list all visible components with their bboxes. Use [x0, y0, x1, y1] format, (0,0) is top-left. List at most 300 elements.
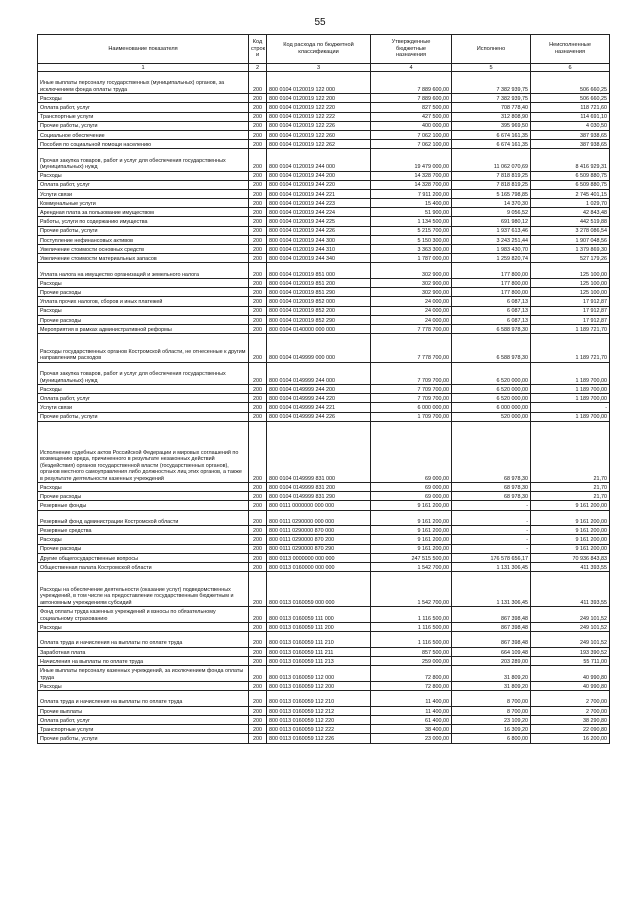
- row-executed: 395 969,50: [452, 121, 531, 130]
- table-row: [38, 553, 610, 562]
- row-budget-code: 800 0113 0160059 112 000: [267, 666, 371, 682]
- row-executed: 31 809,20: [452, 666, 531, 682]
- row-name: Увеличение стоимости основных средств: [38, 245, 249, 254]
- row-name: Работы, услуги по содержанию имущества: [38, 217, 249, 226]
- row-unexecuted: 387 938,65: [531, 140, 610, 149]
- row-executed: 6 588 978,30: [452, 334, 531, 363]
- row-line-code: 200: [249, 199, 267, 208]
- row-name: Иные выплаты персоналу государственных (муниципальных) органов, за исключением фонда оплаты труда: [38, 72, 249, 94]
- row-name: Социальное обеспечение: [38, 130, 249, 139]
- row-unexecuted: 2 745 401,15: [531, 189, 610, 198]
- row-unexecuted: 9 161 200,00: [531, 544, 610, 553]
- row-name: Арендная плата за пользование имуществом: [38, 208, 249, 217]
- row-name: Услуги связи: [38, 189, 249, 198]
- row-executed: -: [452, 526, 531, 535]
- table-row: [38, 657, 610, 666]
- row-budget-code: 800 0104 0120019 244 340: [267, 254, 371, 263]
- row-executed: 867 398,48: [452, 632, 531, 648]
- table-row: [38, 130, 610, 139]
- row-executed: 16 309,20: [452, 725, 531, 734]
- row-approved: 14 328 700,00: [371, 180, 452, 189]
- row-line-code: 200: [249, 716, 267, 725]
- row-line-code: 200: [249, 682, 267, 691]
- row-approved: 7 709 700,00: [371, 394, 452, 403]
- row-line-code: 200: [249, 421, 267, 482]
- row-budget-code: 800 0104 0120019 244 310: [267, 245, 371, 254]
- row-name: Оплата работ, услуг: [38, 103, 249, 112]
- row-unexecuted: 1 189 721,70: [531, 325, 610, 334]
- row-executed: 6 520 000,00: [452, 385, 531, 394]
- row-approved: 69 000,00: [371, 421, 452, 482]
- row-budget-code: 800 0104 0120019 122 220: [267, 103, 371, 112]
- row-budget-code: 800 0104 0120019 122 000: [267, 72, 371, 94]
- row-unexecuted: 16 200,00: [531, 734, 610, 743]
- row-budget-code: 800 0113 0000000 000 000: [267, 553, 371, 562]
- row-unexecuted: -: [531, 403, 610, 412]
- row-line-code: 200: [249, 208, 267, 217]
- row-executed: 8 700,00: [452, 691, 531, 707]
- header-line-code: Код строк и: [249, 35, 267, 64]
- row-line-code: 200: [249, 325, 267, 334]
- row-line-code: 200: [249, 535, 267, 544]
- table-row: [38, 180, 610, 189]
- row-approved: 9 161 200,00: [371, 510, 452, 526]
- row-budget-code: 800 0104 0149999 244 200: [267, 385, 371, 394]
- row-approved: 24 000,00: [371, 306, 452, 315]
- table-row: [38, 572, 610, 607]
- row-unexecuted: 40 990,80: [531, 682, 610, 691]
- row-line-code: 200: [249, 572, 267, 607]
- row-line-code: 200: [249, 245, 267, 254]
- row-budget-code: 800 0113 0160059 111 211: [267, 647, 371, 656]
- row-unexecuted: 70 936 843,83: [531, 553, 610, 562]
- row-budget-code: 800 0104 0120019 851 290: [267, 288, 371, 297]
- row-line-code: 200: [249, 334, 267, 363]
- table-row: [38, 734, 610, 743]
- row-approved: 11 400,00: [371, 706, 452, 715]
- row-approved: 7 778 700,00: [371, 334, 452, 363]
- row-budget-code: 800 0113 0160059 112 210: [267, 691, 371, 707]
- row-unexecuted: 114 691,10: [531, 112, 610, 121]
- row-budget-code: 800 0104 0120019 244 221: [267, 189, 371, 198]
- row-line-code: 200: [249, 734, 267, 743]
- row-name: Прочие работы, услуги: [38, 121, 249, 130]
- row-name: Услуги связи: [38, 403, 249, 412]
- row-approved: 247 515 500,00: [371, 553, 452, 562]
- table-row: [38, 394, 610, 403]
- row-approved: 5 150 300,00: [371, 235, 452, 244]
- row-line-code: 200: [249, 412, 267, 421]
- row-name: Прочие выплаты: [38, 706, 249, 715]
- table-row: [38, 716, 610, 725]
- row-name: Мероприятия в рамках административной реформы: [38, 325, 249, 334]
- row-executed: 867 398,48: [452, 607, 531, 623]
- header-budget-code: Код расхода по бюджетной классификации: [267, 35, 371, 64]
- table-row: [38, 140, 610, 149]
- row-executed: 5 165 798,85: [452, 189, 531, 198]
- column-number: 5: [452, 64, 531, 72]
- row-approved: 7 062 100,00: [371, 140, 452, 149]
- budget-execution-table: [37, 34, 610, 744]
- row-line-code: 200: [249, 362, 267, 384]
- row-budget-code: 800 0113 0160059 112 200: [267, 682, 371, 691]
- row-line-code: 200: [249, 130, 267, 139]
- row-budget-code: 800 0104 0120019 122 200: [267, 94, 371, 103]
- row-name: Уплата налога на имущество организаций и земельного налога: [38, 263, 249, 279]
- column-number: 6: [531, 64, 610, 72]
- row-budget-code: 800 0104 0149999 000 000: [267, 334, 371, 363]
- row-line-code: 200: [249, 72, 267, 94]
- row-unexecuted: 9 161 200,00: [531, 526, 610, 535]
- row-unexecuted: 387 938,65: [531, 130, 610, 139]
- row-line-code: 200: [249, 394, 267, 403]
- row-line-code: 200: [249, 483, 267, 492]
- table-row: [38, 691, 610, 707]
- row-executed: 7 818 819,25: [452, 180, 531, 189]
- row-unexecuted: 55 711,00: [531, 657, 610, 666]
- table-row: [38, 362, 610, 384]
- row-approved: 7 911 200,00: [371, 189, 452, 198]
- row-line-code: 200: [249, 632, 267, 648]
- table-row: [38, 325, 610, 334]
- row-unexecuted: 6 509 880,75: [531, 180, 610, 189]
- row-executed: 6 588 978,30: [452, 325, 531, 334]
- row-executed: 6 520 000,00: [452, 394, 531, 403]
- row-budget-code: 800 0104 0140000 000 000: [267, 325, 371, 334]
- row-name: Прочие работы, услуги: [38, 734, 249, 743]
- table-row: [38, 226, 610, 235]
- row-executed: 1 131 306,45: [452, 563, 531, 572]
- row-unexecuted: 9 161 200,00: [531, 510, 610, 526]
- row-budget-code: 800 0113 0160059 111 210: [267, 632, 371, 648]
- row-executed: 177 800,00: [452, 279, 531, 288]
- table-row: [38, 682, 610, 691]
- row-budget-code: 800 0113 0160059 112 222: [267, 725, 371, 734]
- row-unexecuted: 40 990,80: [531, 666, 610, 682]
- row-budget-code: 800 0104 0149999 244 226: [267, 412, 371, 421]
- row-unexecuted: 1 029,70: [531, 199, 610, 208]
- row-unexecuted: 125 100,00: [531, 263, 610, 279]
- row-executed: 6 674 161,35: [452, 140, 531, 149]
- row-executed: 6 087,13: [452, 297, 531, 306]
- row-unexecuted: 6 509 880,75: [531, 171, 610, 180]
- table-row: [38, 199, 610, 208]
- row-executed: -: [452, 510, 531, 526]
- row-executed: 7 382 939,75: [452, 72, 531, 94]
- table-row: [38, 706, 610, 715]
- row-unexecuted: 1 189 700,00: [531, 412, 610, 421]
- row-unexecuted: 125 100,00: [531, 279, 610, 288]
- row-line-code: 200: [249, 544, 267, 553]
- row-unexecuted: 2 700,00: [531, 706, 610, 715]
- row-name: Фонд оплаты труда казенных учреждений и взносы по обязательному социальному страхованию: [38, 607, 249, 623]
- row-unexecuted: 21,70: [531, 483, 610, 492]
- table-row: [38, 121, 610, 130]
- row-line-code: 200: [249, 691, 267, 707]
- row-name: Оплата работ, услуг: [38, 716, 249, 725]
- table-row: [38, 297, 610, 306]
- row-unexecuted: 4 030,50: [531, 121, 610, 130]
- table-row: [38, 492, 610, 501]
- row-approved: 7 709 700,00: [371, 385, 452, 394]
- row-executed: 14 370,30: [452, 199, 531, 208]
- row-line-code: 200: [249, 725, 267, 734]
- row-name: Расходы: [38, 279, 249, 288]
- row-line-code: 200: [249, 315, 267, 324]
- row-unexecuted: 1 379 869,30: [531, 245, 610, 254]
- row-name: Расходы: [38, 483, 249, 492]
- row-approved: 19 479 000,00: [371, 149, 452, 171]
- table-row: [38, 235, 610, 244]
- row-approved: 1 542 700,00: [371, 572, 452, 607]
- row-line-code: 200: [249, 226, 267, 235]
- row-unexecuted: 9 161 200,00: [531, 535, 610, 544]
- row-line-code: 200: [249, 94, 267, 103]
- row-approved: 9 161 200,00: [371, 526, 452, 535]
- row-unexecuted: 21,70: [531, 421, 610, 482]
- row-unexecuted: 8 416 929,31: [531, 149, 610, 171]
- row-approved: 1 787 000,00: [371, 254, 452, 263]
- row-name: Резервные средства: [38, 526, 249, 535]
- table-row: [38, 412, 610, 421]
- row-line-code: 200: [249, 103, 267, 112]
- row-approved: 259 000,00: [371, 657, 452, 666]
- row-executed: 11 062 070,69: [452, 149, 531, 171]
- row-budget-code: 800 0113 0160059 111 213: [267, 657, 371, 666]
- row-line-code: 200: [249, 647, 267, 656]
- row-unexecuted: 249 101,52: [531, 607, 610, 623]
- row-executed: 6 000 000,00: [452, 403, 531, 412]
- row-approved: 1 134 500,00: [371, 217, 452, 226]
- row-executed: 6 800,00: [452, 734, 531, 743]
- table-row: [38, 510, 610, 526]
- row-unexecuted: 442 519,88: [531, 217, 610, 226]
- row-budget-code: 800 0111 0290000 870 290: [267, 544, 371, 553]
- row-budget-code: 800 0104 0120019 122 222: [267, 112, 371, 121]
- row-unexecuted: 1 907 048,56: [531, 235, 610, 244]
- row-name: Расходы: [38, 306, 249, 315]
- table-row: [38, 288, 610, 297]
- row-budget-code: 800 0113 0160059 000 000: [267, 572, 371, 607]
- row-approved: 11 400,00: [371, 691, 452, 707]
- row-approved: 7 778 700,00: [371, 325, 452, 334]
- row-line-code: 200: [249, 288, 267, 297]
- row-line-code: 200: [249, 706, 267, 715]
- row-line-code: 200: [249, 403, 267, 412]
- row-name: Иные выплаты персоналу казенных учреждений, за исключением фонда оплаты труда: [38, 666, 249, 682]
- table-row: [38, 306, 610, 315]
- row-line-code: 200: [249, 180, 267, 189]
- row-approved: 14 328 700,00: [371, 171, 452, 180]
- row-executed: 312 808,90: [452, 112, 531, 121]
- table-row: [38, 171, 610, 180]
- table-row: [38, 94, 610, 103]
- row-line-code: 200: [249, 657, 267, 666]
- column-number: 2: [249, 64, 267, 72]
- table-row: [38, 666, 610, 682]
- row-executed: 9 056,52: [452, 208, 531, 217]
- row-unexecuted: 193 390,52: [531, 647, 610, 656]
- table-row: [38, 623, 610, 632]
- row-name: Расходы: [38, 94, 249, 103]
- row-name: Прочие расходы: [38, 544, 249, 553]
- table-row: [38, 535, 610, 544]
- row-name: Прочие расходы: [38, 288, 249, 297]
- row-name: Начисления на выплаты по оплате труда: [38, 657, 249, 666]
- header-name: Наименование показателя: [38, 35, 249, 64]
- table-row: [38, 72, 610, 94]
- row-name: Коммунальные услуги: [38, 199, 249, 208]
- row-executed: 177 800,00: [452, 263, 531, 279]
- row-approved: 5 215 700,00: [371, 226, 452, 235]
- row-line-code: 200: [249, 263, 267, 279]
- row-name: Оплата труда и начисления на выплаты по оплате труда: [38, 632, 249, 648]
- row-approved: 7 889 600,00: [371, 72, 452, 94]
- row-executed: 8 700,00: [452, 706, 531, 715]
- row-budget-code: 800 0104 0120019 244 220: [267, 180, 371, 189]
- row-line-code: 200: [249, 510, 267, 526]
- row-approved: 7 062 100,00: [371, 130, 452, 139]
- row-budget-code: 800 0104 0149999 244 221: [267, 403, 371, 412]
- row-name: Транспортные услуги: [38, 112, 249, 121]
- column-number: 4: [371, 64, 452, 72]
- row-budget-code: 800 0104 0120019 852 200: [267, 306, 371, 315]
- row-name: Прочая закупка товаров, работ и услуг для обеспечения государственных (муниципальных) нужд: [38, 362, 249, 384]
- row-executed: 6 087,13: [452, 306, 531, 315]
- row-executed: 691 980,12: [452, 217, 531, 226]
- row-approved: 69 000,00: [371, 492, 452, 501]
- row-approved: 72 800,00: [371, 666, 452, 682]
- row-line-code: 200: [249, 553, 267, 562]
- row-line-code: 200: [249, 501, 267, 510]
- row-name: Расходы: [38, 682, 249, 691]
- row-budget-code: 800 0104 0120019 244 223: [267, 199, 371, 208]
- row-line-code: 200: [249, 217, 267, 226]
- row-unexecuted: 1 189 700,00: [531, 362, 610, 384]
- row-unexecuted: 411 393,55: [531, 563, 610, 572]
- row-name: Прочие работы, услуги: [38, 226, 249, 235]
- row-executed: -: [452, 535, 531, 544]
- row-executed: 664 109,48: [452, 647, 531, 656]
- row-approved: 24 000,00: [371, 315, 452, 324]
- row-executed: 203 289,00: [452, 657, 531, 666]
- row-executed: 1 259 820,74: [452, 254, 531, 263]
- row-unexecuted: 1 189 700,00: [531, 385, 610, 394]
- table-row: [38, 403, 610, 412]
- table-row: [38, 279, 610, 288]
- row-budget-code: 800 0104 0120019 122 260: [267, 130, 371, 139]
- row-budget-code: 800 0104 0120019 244 000: [267, 149, 371, 171]
- row-approved: 38 400,00: [371, 725, 452, 734]
- row-budget-code: 800 0104 0120019 244 200: [267, 171, 371, 180]
- row-name: Оплата работ, услуг: [38, 394, 249, 403]
- row-budget-code: 800 0104 0120019 244 300: [267, 235, 371, 244]
- row-executed: 520 000,00: [452, 412, 531, 421]
- row-unexecuted: 1 189 700,00: [531, 394, 610, 403]
- row-name: Резервный фонд администрации Костромской области: [38, 510, 249, 526]
- row-name: Расходы: [38, 385, 249, 394]
- column-number-row: [38, 64, 610, 72]
- row-line-code: 200: [249, 149, 267, 171]
- row-name: Исполнение судебных актов Российской Федерации и мировых соглашений по возмещению вреда, причиненного в результате незаконных действий (бездействия) органов государственной власти (государственных органов), органов местного самоуправления либо должностных лиц этих органов, а также в результате деятельности казенных учреждений: [38, 421, 249, 482]
- row-approved: 61 400,00: [371, 716, 452, 725]
- column-number: 1: [38, 64, 249, 72]
- row-executed: 6 520 000,00: [452, 362, 531, 384]
- table-row: [38, 334, 610, 363]
- row-budget-code: 800 0113 0160059 111 200: [267, 623, 371, 632]
- row-approved: 1 116 500,00: [371, 623, 452, 632]
- row-unexecuted: 17 912,87: [531, 315, 610, 324]
- row-budget-code: 800 0104 0149999 831 200: [267, 483, 371, 492]
- table-row: [38, 208, 610, 217]
- row-budget-code: 800 0104 0149999 244 220: [267, 394, 371, 403]
- row-executed: 1 937 613,46: [452, 226, 531, 235]
- row-budget-code: 800 0104 0149999 831 000: [267, 421, 371, 482]
- row-name: Заработная плата: [38, 647, 249, 656]
- table-row: [38, 563, 610, 572]
- table-row: [38, 315, 610, 324]
- row-approved: 7 889 600,00: [371, 94, 452, 103]
- row-approved: 9 161 200,00: [371, 501, 452, 510]
- row-executed: 1 983 430,70: [452, 245, 531, 254]
- row-name: Расходы на обеспечение деятельности (оказание услуг) подведомственных учреждений, в том числе на предоставление государственным бюджетным и автономным учреждениям субсидий: [38, 572, 249, 607]
- row-unexecuted: 506 660,25: [531, 72, 610, 94]
- row-unexecuted: 1 189 721,70: [531, 334, 610, 363]
- row-approved: 427 500,00: [371, 112, 452, 121]
- row-line-code: 200: [249, 526, 267, 535]
- row-approved: 302 900,00: [371, 263, 452, 279]
- row-approved: 69 000,00: [371, 483, 452, 492]
- row-approved: 827 500,00: [371, 103, 452, 112]
- row-approved: 51 900,00: [371, 208, 452, 217]
- row-line-code: 200: [249, 607, 267, 623]
- row-budget-code: 800 0104 0120019 122 226: [267, 121, 371, 130]
- row-budget-code: 800 0104 0120019 852 290: [267, 315, 371, 324]
- row-budget-code: 800 0104 0120019 851 200: [267, 279, 371, 288]
- row-unexecuted: 17 912,87: [531, 306, 610, 315]
- row-unexecuted: 125 100,00: [531, 288, 610, 297]
- row-unexecuted: 21,70: [531, 492, 610, 501]
- table-row: [38, 725, 610, 734]
- row-line-code: 200: [249, 140, 267, 149]
- row-budget-code: 800 0104 0149999 244 000: [267, 362, 371, 384]
- row-budget-code: 800 0104 0120019 851 000: [267, 263, 371, 279]
- row-executed: 31 809,20: [452, 682, 531, 691]
- row-line-code: 200: [249, 171, 267, 180]
- row-line-code: 200: [249, 121, 267, 130]
- row-name: Расходы: [38, 171, 249, 180]
- row-executed: 6 087,13: [452, 315, 531, 324]
- row-name: Увеличение стоимости материальных запасов: [38, 254, 249, 263]
- row-executed: -: [452, 544, 531, 553]
- row-executed: 867 398,48: [452, 623, 531, 632]
- row-name: Другие общегосударственные вопросы: [38, 553, 249, 562]
- row-approved: 1 116 500,00: [371, 607, 452, 623]
- row-budget-code: 800 0111 0290000 870 000: [267, 526, 371, 535]
- row-approved: 9 161 200,00: [371, 535, 452, 544]
- header-approved: Утвержденные бюджетные назначения: [371, 35, 452, 64]
- row-unexecuted: 38 290,80: [531, 716, 610, 725]
- row-line-code: 200: [249, 297, 267, 306]
- row-unexecuted: 22 090,80: [531, 725, 610, 734]
- row-name: Транспортные услуги: [38, 725, 249, 734]
- row-budget-code: 800 0113 0160059 112 212: [267, 706, 371, 715]
- row-name: Расходы: [38, 535, 249, 544]
- row-unexecuted: 411 393,55: [531, 572, 610, 607]
- row-line-code: 200: [249, 666, 267, 682]
- row-approved: 15 400,00: [371, 199, 452, 208]
- row-executed: 68 978,30: [452, 483, 531, 492]
